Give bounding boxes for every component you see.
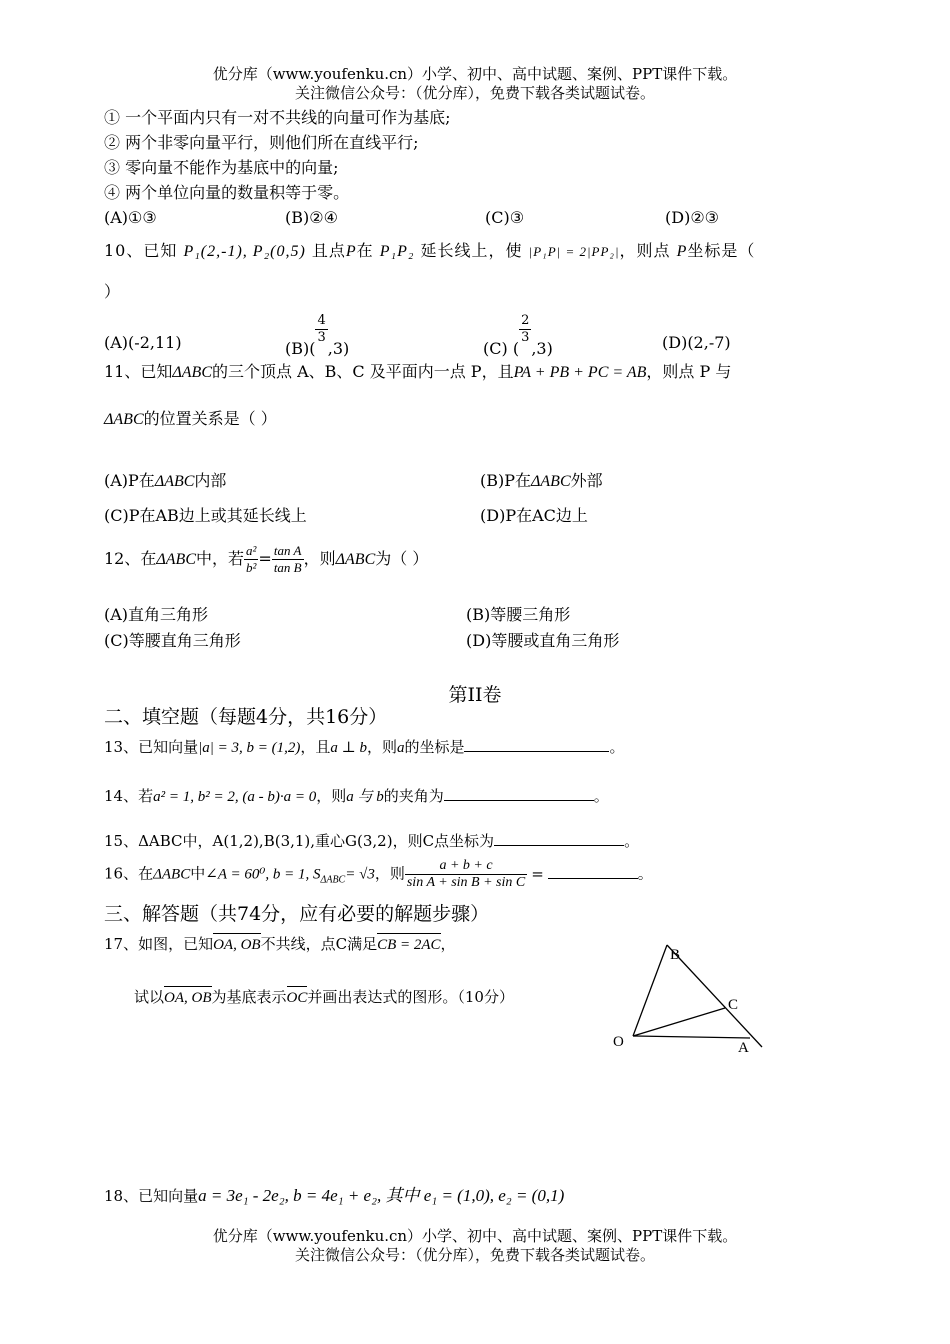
q11-triangle: ΔABC bbox=[172, 364, 212, 381]
q11-option-c: (C)P在AB边上或其延长线上 bbox=[104, 506, 307, 525]
q17-post: ， bbox=[440, 935, 456, 953]
q17-l2-post: 并画出表达式的图形。（10分） bbox=[307, 988, 514, 1006]
q10-p: P bbox=[345, 243, 357, 260]
q14-post: 的夹角为 bbox=[383, 787, 444, 805]
q10-points: P₁(2,-1), P₂(0,5) bbox=[183, 243, 306, 260]
q12-den: b² bbox=[246, 560, 257, 575]
q14-period: 。 bbox=[593, 787, 609, 805]
segment-ob bbox=[633, 945, 667, 1036]
q10-option-d: (D)(2,-7) bbox=[662, 333, 731, 352]
q11-a-tri: ΔABC bbox=[154, 473, 195, 490]
q11-triangle-2: ΔABC bbox=[104, 411, 144, 428]
q17-l2-mid: 为基底表示 bbox=[211, 988, 287, 1006]
q9-statement-3: ③ 零向量不能作为基底中的向量; bbox=[104, 158, 339, 177]
q16-answer-blank[interactable] bbox=[548, 864, 638, 879]
q16-period: 。 bbox=[637, 864, 653, 883]
q10-condition: |P₁P| = 2|PP₂| bbox=[528, 244, 620, 259]
q10-c-num: 2 bbox=[521, 313, 530, 328]
q11-a-pre: (A)P在 bbox=[104, 471, 155, 490]
q17-vectors: OA, OB bbox=[213, 933, 261, 955]
q16-mid2: ，则 bbox=[374, 864, 405, 883]
q16-prefix: 16、在 bbox=[104, 864, 154, 883]
q11-b-pre: (B)P在 bbox=[480, 471, 532, 490]
q12-num: a² bbox=[246, 543, 257, 558]
q10-mid2: 在 bbox=[356, 241, 374, 260]
q17-line-2 bbox=[134, 986, 514, 1008]
q11-prefix: 11、已知 bbox=[104, 362, 173, 381]
q10-c-fraction bbox=[519, 313, 531, 346]
q10-prefix: 10、已知 bbox=[104, 241, 178, 260]
footer-line-1: 优分库（www.youfenku.cn）小学、初中、高中试题、案例、PPT课件下载。 bbox=[212, 1227, 738, 1245]
section-2-heading: 二、填空题（每题4分，共16分） bbox=[104, 706, 388, 728]
q12-triangle: ΔABC bbox=[156, 551, 196, 568]
q10-b-fraction bbox=[315, 313, 327, 346]
q11-option-d: (D)P在AC边上 bbox=[480, 506, 588, 525]
label-o: O bbox=[613, 1034, 624, 1050]
q12-option-c: (C)等腰直角三角形 bbox=[104, 631, 241, 650]
q13-period: 。 bbox=[609, 738, 625, 756]
q12-line bbox=[104, 543, 428, 576]
q12-eq: = bbox=[258, 549, 272, 568]
q13-perp: a ⊥ b bbox=[330, 740, 367, 756]
footer-line-2: 关注微信公众号：（优分库），免费下载各类试题试卷。 bbox=[294, 1246, 655, 1264]
q10-b-num: 4 bbox=[317, 313, 326, 328]
label-a: A bbox=[738, 1040, 749, 1056]
section-3-heading: 三、解答题（共74分，应有必要的解题步骤） bbox=[104, 903, 490, 925]
q11-line-2-text: 的位置关系是（ ） bbox=[143, 409, 277, 428]
q10-end: 坐标是（ bbox=[687, 241, 756, 260]
q10-option-c bbox=[483, 313, 553, 358]
q11-line-1 bbox=[104, 362, 731, 383]
q16-line bbox=[104, 858, 653, 893]
q16-mid: 中 bbox=[190, 864, 206, 883]
q14-prefix: 14、若 bbox=[104, 787, 154, 805]
q10-c-pre: (C) ( bbox=[483, 339, 520, 358]
q15-period: 。 bbox=[624, 832, 640, 850]
q12-mid2: ，则 bbox=[303, 549, 336, 568]
q9-option-d: (D)②③ bbox=[665, 208, 719, 227]
q13-math: |a| = 3, b = (1,2) bbox=[198, 740, 301, 756]
q11-b-tri: ΔABC bbox=[531, 473, 571, 490]
q17-prefix: 17、如图，已知 bbox=[104, 935, 214, 953]
q18-prefix: 18、已知向量 bbox=[104, 1187, 199, 1205]
q12-option-b: (B)等腰三角形 bbox=[466, 605, 571, 624]
q17-condition: CB = 2AC bbox=[377, 933, 440, 955]
q13-a: a bbox=[396, 740, 405, 756]
q15-answer-blank[interactable] bbox=[494, 831, 624, 846]
q10-mid1: 且点 bbox=[311, 241, 346, 260]
q10-b-pre: (B)( bbox=[285, 339, 316, 358]
q13-prefix: 13、已知向量 bbox=[104, 738, 199, 756]
q10-line bbox=[104, 241, 755, 262]
q14-ab: a 与 b bbox=[346, 789, 384, 805]
q10-b-post: ,3) bbox=[327, 339, 350, 358]
q13-mid2: ，则 bbox=[366, 738, 397, 756]
q10-segment: P₁P₂ bbox=[379, 243, 415, 260]
header-line-2: 关注微信公众号：（优分库），免费下载各类试题试卷。 bbox=[294, 84, 655, 102]
q10-b-den: 3 bbox=[317, 330, 326, 345]
q10-option-a: (A)(-2,11) bbox=[104, 333, 182, 352]
q9-statement-1: ① 一个平面内只有一对不共线的向量可作为基底; bbox=[104, 108, 451, 127]
q9-option-c: (C)③ bbox=[485, 208, 525, 227]
q11-mid: 的三个顶点 A、B、C 及平面内一点 P，且 bbox=[211, 362, 514, 381]
q11-condition: PA + PB + PC = AB bbox=[513, 364, 647, 381]
q9-option-a: (A)①③ bbox=[104, 208, 157, 227]
q11-a-post: 内部 bbox=[194, 471, 227, 490]
q12-mid: 中，若 bbox=[195, 549, 244, 568]
label-b: B bbox=[670, 947, 681, 963]
q9-statement-2: ② 两个非零向量平行，则他们所在直线平行; bbox=[104, 133, 419, 152]
segment-oc bbox=[633, 1008, 725, 1036]
q11-option-a bbox=[104, 471, 226, 492]
q12-triangle-2: ΔABC bbox=[335, 551, 376, 568]
q10-mid3: 延长线上，使 bbox=[420, 241, 523, 260]
q13-line bbox=[104, 737, 625, 758]
line-ba-extended bbox=[667, 945, 762, 1047]
q12-den2: tan B bbox=[273, 560, 302, 575]
q17-mid: 不共线，点C满足 bbox=[260, 935, 378, 953]
q18-math: a = 3e₁ - 2e₂, b = 4e₁ + e₂, 其中 e₁ = (1,0), e₂ = (0,1) bbox=[198, 1186, 565, 1205]
q16-sub: ΔABC bbox=[320, 874, 346, 886]
q10-suffix: ，则点 bbox=[619, 241, 671, 260]
q16-den: sin A + sin B + sin C bbox=[406, 875, 526, 890]
q16-eq: = bbox=[531, 864, 544, 883]
q16-math2: = √3 bbox=[345, 866, 375, 883]
q15-line bbox=[104, 831, 639, 851]
q17-l2-vectors: OA, OB bbox=[164, 986, 212, 1008]
q13-mid: ，且 bbox=[300, 738, 331, 756]
label-c: C bbox=[728, 997, 739, 1013]
q9-option-b: (B)②④ bbox=[285, 208, 338, 227]
q11-option-b bbox=[480, 471, 603, 492]
q17-l2-oc: OC bbox=[287, 986, 308, 1008]
q12-option-a: (A)直角三角形 bbox=[104, 605, 209, 624]
q14-math: a² = 1, b² = 2, (a - b)·a = 0 bbox=[153, 789, 317, 805]
q12-option-d: (D)等腰或直角三角形 bbox=[466, 631, 620, 650]
q10-close: ） bbox=[104, 282, 121, 301]
q10-p-again: P bbox=[676, 243, 688, 260]
q16-triangle: ΔABC bbox=[153, 866, 191, 883]
q16-math: ∠A = 60⁰, b = 1, S bbox=[205, 866, 321, 883]
q16-fraction bbox=[405, 858, 527, 891]
q11-line-2 bbox=[104, 409, 277, 430]
segment-oa bbox=[633, 1036, 750, 1038]
q14-answer-blank[interactable] bbox=[444, 786, 594, 801]
q12-prefix: 12、在 bbox=[104, 549, 157, 568]
q13-answer-blank[interactable] bbox=[464, 737, 609, 752]
q17-line-1 bbox=[104, 933, 456, 955]
q10-option-b bbox=[285, 313, 350, 358]
q12-fraction-1 bbox=[244, 543, 258, 576]
q9-statement-4: ④ 两个单位向量的数量积等于零。 bbox=[104, 183, 350, 202]
q12-fraction-2 bbox=[272, 543, 304, 576]
header-line-1: 优分库（www.youfenku.cn）小学、初中、高中试题、案例、PPT课件下载。 bbox=[212, 65, 738, 83]
q14-mid: ，则 bbox=[316, 787, 347, 805]
q10-c-den: 3 bbox=[521, 330, 530, 345]
q12-num2: tan A bbox=[273, 543, 302, 558]
q11-b-post: 外部 bbox=[570, 471, 603, 490]
q17-figure bbox=[600, 935, 780, 1065]
q16-num: a + b + c bbox=[439, 858, 493, 873]
q11-suffix: ，则点 P 与 bbox=[646, 362, 732, 381]
part-2-title: 第II卷 bbox=[448, 684, 502, 706]
q10-c-post: ,3) bbox=[531, 339, 553, 358]
q12-suffix: 为（ ） bbox=[375, 549, 429, 568]
q13-post: 的坐标是 bbox=[404, 738, 465, 756]
q17-l2-pre: 试以 bbox=[134, 988, 165, 1006]
q14-line bbox=[104, 786, 609, 807]
q18-line bbox=[104, 1186, 564, 1206]
q15-text: 15、ΔABC中，A(1,2),B(3,1),重心G(3,2)，则C点坐标为 bbox=[104, 832, 495, 850]
